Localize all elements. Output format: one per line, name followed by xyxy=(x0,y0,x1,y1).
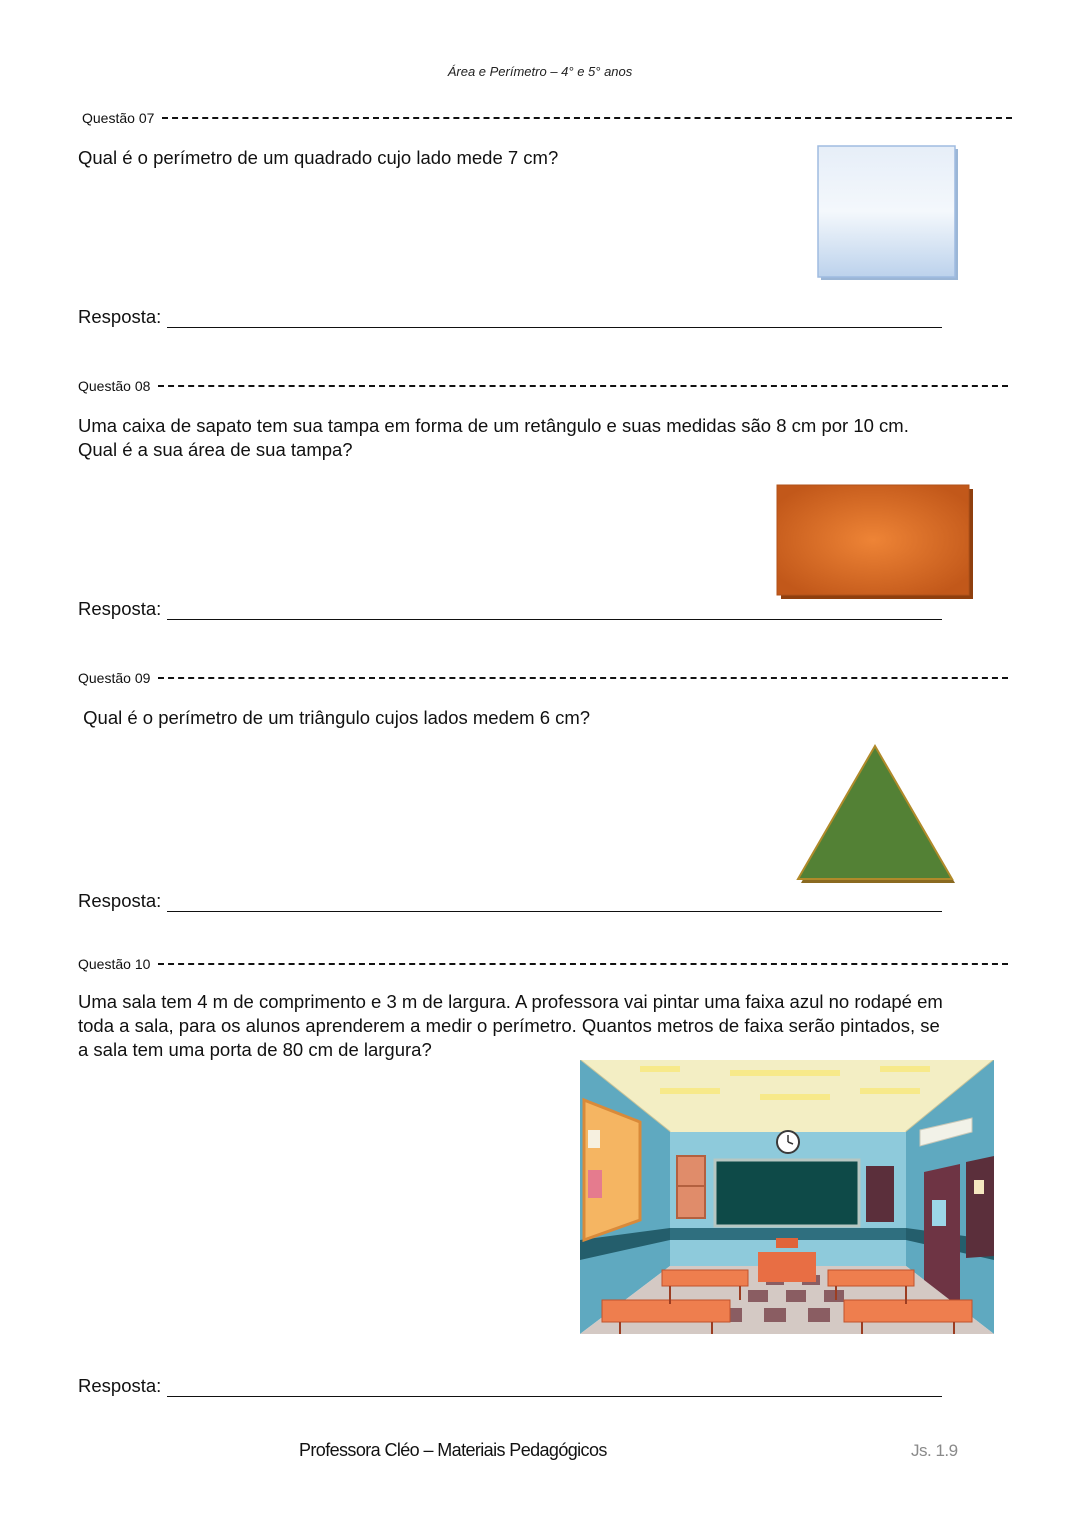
square-shape-image xyxy=(814,142,962,284)
question-10-text-line3: a sala tem uma porta de 80 cm de largura? xyxy=(78,1039,432,1060)
question-10-answer xyxy=(78,1375,942,1397)
question-09-header xyxy=(78,670,1008,686)
question-10-text-line2: toda a sala, para os alunos aprenderem a medir o perímetro. Quantos metros de faixa serão pintados, se xyxy=(78,1015,940,1036)
dashed-divider xyxy=(158,677,1008,679)
question-09-answer xyxy=(78,890,942,912)
question-08-label: Questão 08 xyxy=(78,378,151,394)
question-10-label: Questão 10 xyxy=(78,956,151,972)
answer-input-line[interactable] xyxy=(167,309,942,328)
question-07-answer xyxy=(78,306,942,328)
triangle-shape-image xyxy=(794,740,958,886)
question-08-header xyxy=(78,378,1008,394)
answer-label: Resposta: xyxy=(78,1375,162,1396)
footer-author: Professora Cléo – Materiais Pedagógicos xyxy=(299,1440,607,1460)
page-header: Área e Perímetro – 4° e 5° anos xyxy=(447,64,633,79)
answer-label: Resposta: xyxy=(78,306,162,327)
question-07-text: Qual é o perímetro de um quadrado cujo lado mede 7 cm? xyxy=(78,147,559,168)
question-07-label: Questão 07 xyxy=(82,110,155,126)
footer-code: Js. 1.9 xyxy=(911,1441,958,1460)
answer-input-line[interactable] xyxy=(167,893,942,912)
dashed-divider xyxy=(162,117,1012,119)
answer-label: Resposta: xyxy=(78,598,162,619)
question-08-text-line1: Uma caixa de sapato tem sua tampa em forma de um retângulo e suas medidas são 8 cm por 10 cm. xyxy=(78,415,909,436)
question-08-answer xyxy=(78,598,942,620)
question-10-text-line1: Uma sala tem 4 m de comprimento e 3 m de largura. A professora vai pintar uma faixa azul no rodapé em xyxy=(78,991,943,1012)
dashed-divider xyxy=(158,385,1008,387)
question-09-label: Questão 09 xyxy=(78,670,151,686)
answer-input-line[interactable] xyxy=(167,1378,942,1397)
question-09-text: Qual é o perímetro de um triângulo cujos lados medem 6 cm? xyxy=(78,707,591,728)
question-08-text-line2: Qual é a sua área de sua tampa? xyxy=(78,439,353,460)
question-07-header xyxy=(82,110,1012,126)
answer-input-line[interactable] xyxy=(167,601,942,620)
classroom-illustration xyxy=(580,1060,994,1334)
rectangle-shape-image xyxy=(774,482,976,602)
answer-label: Resposta: xyxy=(78,890,162,911)
dashed-divider xyxy=(158,963,1008,965)
question-10-header xyxy=(78,956,1008,972)
